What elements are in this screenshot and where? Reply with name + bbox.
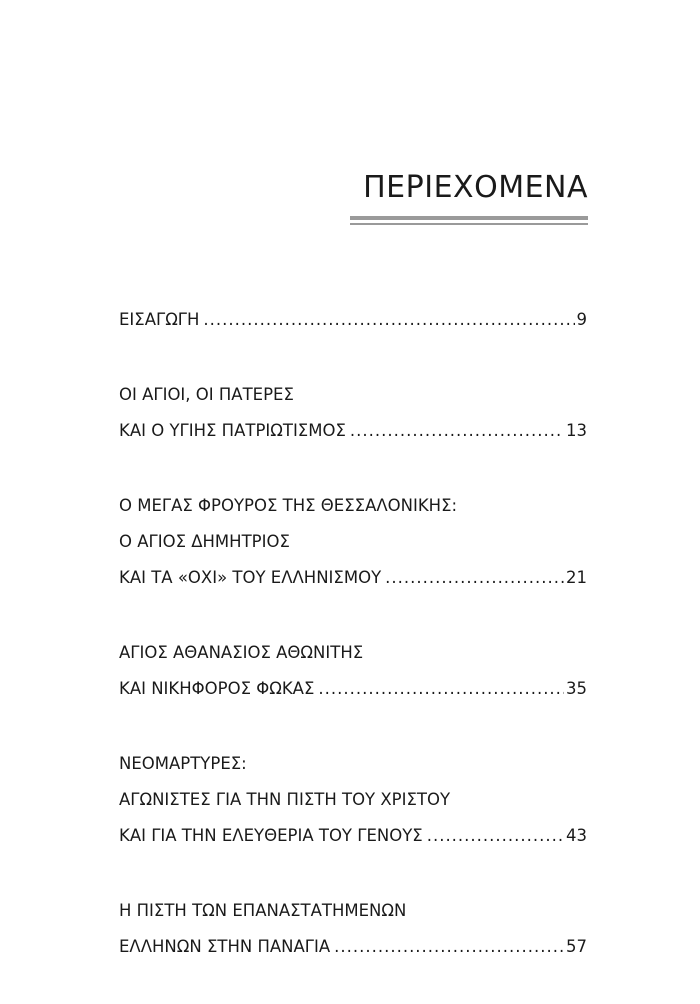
toc-entry-line: [119, 671, 587, 707]
toc-entry[interactable]: [119, 302, 587, 338]
toc-entry-title: ΑΓΩΝΙΣΤΕΣ ΓΙΑ ΤΗΝ ΠΙΣΤΗ ΤΟΥ ΧΡΙΣΤΟΥ: [119, 790, 451, 809]
toc-entry-title: ΝΕΟΜΑΡΤΥΡΕΣ:: [119, 754, 247, 773]
toc-entry-title: ΚΑΙ ΤΑ «ΟΧΙ» ΤΟΥ ΕΛΛΗΝΙΣΜΟΥ: [119, 568, 382, 587]
dot-leader: [334, 929, 564, 965]
toc-entry-title: Ο ΜΕΓΑΣ ΦΡΟΥΡΟΣ ΤΗΣ ΘΕΣΣΑΛΟΝΙΚΗΣ:: [119, 496, 458, 515]
toc-entry-title: Η ΠΙΣΤΗ ΤΩΝ ΕΠΑΝΑΣΤΑΤΗΜΕΝΩΝ: [119, 901, 407, 920]
toc-page-number: 9: [576, 310, 587, 329]
dot-leader: [427, 818, 564, 854]
toc-page-number: 43: [566, 826, 587, 845]
title-underline-thin: [350, 223, 588, 225]
dot-leader: [350, 413, 564, 449]
toc-entry-line: [119, 413, 587, 449]
toc-entry-line: [119, 302, 587, 338]
toc-entry-title: ΚΑΙ ΓΙΑ ΤΗΝ ΕΛΕΥΘΕΡΙΑ ΤΟΥ ΓΕΝΟΥΣ: [119, 826, 423, 845]
toc-entry[interactable]: [119, 488, 587, 596]
toc-page-number: 13: [566, 421, 587, 440]
title-underline-thick: [350, 216, 588, 220]
dot-leader: [318, 671, 564, 707]
table-of-contents: [119, 302, 587, 1004]
toc-entry-title: ΕΙΣΑΓΩΓΗ: [119, 310, 200, 329]
toc-entry-title: ΚΑΙ Ο ΥΓΙΗΣ ΠΑΤΡΙΩΤΙΣΜΟΣ: [119, 421, 346, 440]
toc-entry-title: Ο ΑΓΙΟΣ ΔΗΜΗΤΡΙΟΣ: [119, 532, 290, 551]
toc-entry-title: ΟΙ ΑΓΙΟΙ, ΟΙ ΠΑΤΕΡΕΣ: [119, 385, 294, 404]
toc-page-number: 21: [566, 568, 587, 587]
toc-entry-title: ΑΓΙΟΣ ΑΘΑΝΑΣΙΟΣ ΑΘΩΝΙΤΗΣ: [119, 643, 364, 662]
toc-entry[interactable]: [119, 635, 587, 707]
toc-entry-line: [119, 929, 587, 965]
toc-entry-line: [119, 782, 587, 818]
toc-entry-title: ΚΑΙ ΝΙΚΗΦΟΡΟΣ ΦΩΚΑΣ: [119, 679, 315, 698]
toc-entry[interactable]: [119, 893, 587, 965]
toc-entry-line: [119, 893, 587, 929]
toc-entry-title: ΕΛΛΗΝΩΝ ΣΤΗΝ ΠΑΝΑΓΙΑ: [119, 937, 331, 956]
toc-entry-line: [119, 377, 587, 413]
toc-entry-line: [119, 818, 587, 854]
toc-entry[interactable]: [119, 746, 587, 854]
toc-entry-line: [119, 746, 587, 782]
toc-entry-line: [119, 560, 587, 596]
toc-page-number: 35: [566, 679, 587, 698]
toc-page-number: 57: [566, 937, 587, 956]
toc-entry-line: [119, 488, 587, 524]
toc-entry-line: [119, 635, 587, 671]
toc-entry[interactable]: [119, 377, 587, 449]
page-title: ΠΕΡΙΕΧΟΜΕΝΑ: [363, 170, 588, 205]
toc-entry-line: [119, 524, 587, 560]
dot-leader: [203, 302, 574, 338]
dot-leader: [385, 560, 564, 596]
